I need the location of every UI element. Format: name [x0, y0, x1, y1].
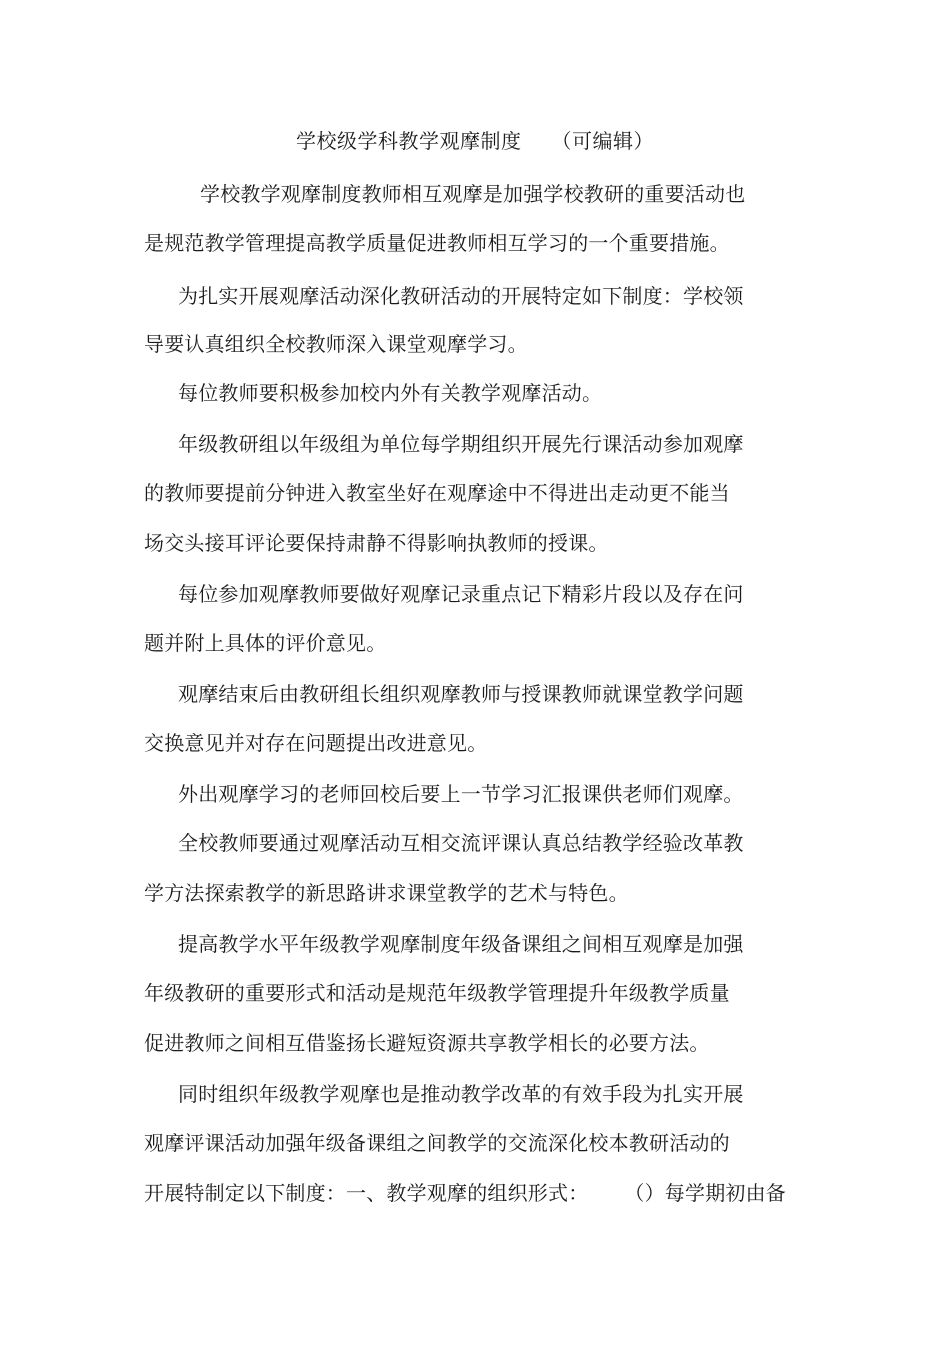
title-suffix: （可编辑） — [551, 129, 654, 153]
paragraph-line: 场交头接耳评论要保持肃静不得影响执教师的授课。 — [144, 531, 609, 555]
paragraph-line-last — [144, 1178, 786, 1208]
paragraph-line: 题并附上具体的评价意见。 — [144, 631, 387, 655]
paragraph-line: 年级教研组以年级组为单位每学期组织开展先行课活动参加观摩 — [178, 432, 744, 456]
document-title — [0, 126, 950, 156]
paragraph-line: 年级教研的重要形式和活动是规范年级教学管理提升年级教学质量 — [144, 981, 730, 1005]
paragraph-line: 全校教师要通过观摩活动互相交流评课认真总结教学经验改革教 — [178, 831, 744, 855]
paragraph-line: 外出观摩学习的老师回校后要上一节学习汇报课供老师们观摩。 — [178, 782, 744, 806]
paragraph-line: 提高教学水平年级教学观摩制度年级备课组之间相互观摩是加强 — [178, 932, 744, 956]
paragraph-line: 每位参加观摩教师要做好观摩记录重点记下精彩片段以及存在问 — [178, 582, 744, 606]
paragraph-line: 是规范教学管理提高教学质量促进教师相互学习的一个重要措施。 — [144, 231, 730, 255]
last-line-part1: 开展特制定以下制度：一、教学观摩的组织形式： — [144, 1181, 589, 1205]
last-line-part2: （）每学期初由备 — [624, 1181, 787, 1205]
paragraph-line: 同时组织年级教学观摩也是推动教学改革的有效手段为扎实开展 — [178, 1082, 744, 1106]
paragraph-line: 学方法探索教学的新思路讲求课堂教学的艺术与特色。 — [144, 881, 629, 905]
title-main: 学校级学科教学观摩制度 — [296, 129, 522, 153]
paragraph-line: 为扎实开展观摩活动深化教研活动的开展特定如下制度：学校领 — [178, 284, 744, 308]
paragraph-line: 导要认真组织全校教师深入课堂观摩学习。 — [144, 332, 528, 356]
paragraph-line: 交换意见并对存在问题提出改进意见。 — [144, 731, 488, 755]
paragraph-line: 观摩结束后由教研组长组织观摩教师与授课教师就课堂教学问题 — [178, 682, 744, 706]
paragraph-line: 促进教师之间相互借鉴扬长避短资源共享教学相长的必要方法。 — [144, 1031, 710, 1055]
paragraph-line: 学校教学观摩制度教师相互观摩是加强学校教研的重要活动也 — [200, 182, 746, 206]
paragraph-line: 观摩评课活动加强年级备课组之间教学的交流深化校本教研活动的 — [144, 1131, 730, 1155]
paragraph-line: 每位教师要积极参加校内外有关教学观摩活动。 — [178, 381, 603, 405]
paragraph-line: 的教师要提前分钟进入教室坐好在观摩途中不得进出走动更不能当 — [144, 481, 730, 505]
